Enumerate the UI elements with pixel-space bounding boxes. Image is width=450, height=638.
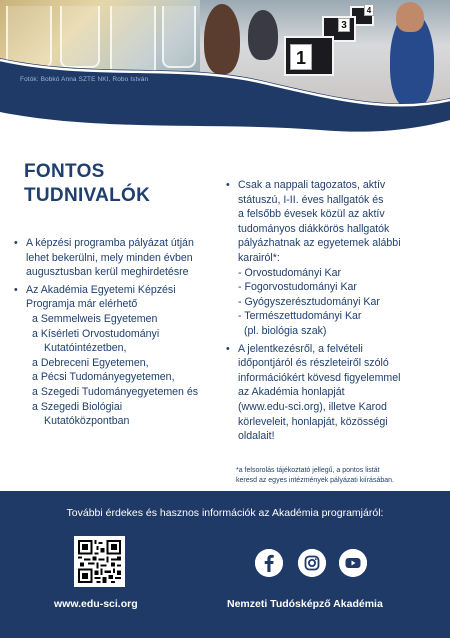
social-links: [255, 549, 371, 579]
text-line: Programja már elérhető: [26, 298, 138, 311]
monitor-number-card: 1: [290, 44, 312, 70]
info-bullet: [14, 283, 219, 429]
faculty-item: - Fogorvostudományi Kar: [238, 281, 357, 294]
institution-item: a Semmelweis Egyetemen: [32, 312, 158, 325]
faculty-item: - Gyógyszerésztudományi Kar: [238, 295, 380, 308]
text-line: augusztusban kerül meghirdetésre: [26, 266, 189, 279]
text-line: információkért kövesd figyelemmel: [238, 371, 401, 384]
page-title: [24, 160, 150, 208]
institution-item: a Szegedi Biológiai: [32, 400, 123, 413]
qr-code-icon[interactable]: [74, 536, 125, 587]
faculty-item: (pl. biológia szak): [244, 324, 327, 337]
text-line: körleveleit, honlapját, közösségi: [238, 415, 388, 428]
footnote-line: *a felsorolás tájékoztató jellegű, a pontos listát: [236, 467, 380, 474]
text-line: oldalait!: [238, 430, 275, 443]
monitor-number-card: 3: [338, 18, 350, 32]
text-line: lehet bekerülni, mely minden évben: [26, 251, 193, 264]
text-line: • A jelentkezésről, a felvételi: [238, 342, 363, 355]
footer-info-text: További érdekes és hasznos információk az Akadémia programjáról:: [66, 507, 384, 519]
faculty-item: - Orvostudományi Kar: [238, 266, 342, 279]
institution-item: Kutatóintézetben,: [44, 342, 127, 355]
text-line: • A képzési programba pályázat útján: [26, 237, 194, 249]
institution-item: a Pécsi Tudományegyetemen,: [32, 371, 175, 384]
footer: [0, 491, 450, 638]
institution-item: Kutatóközpontban: [44, 415, 130, 428]
info-bullet: [226, 178, 438, 339]
info-bullet: [14, 236, 219, 280]
text-line: státuszú, I-II. éves hallgatók és: [238, 193, 384, 206]
institution-item: a Debreceni Egyetemen,: [32, 356, 149, 369]
footnote: [236, 466, 432, 485]
text-line: a felsőbb évesek közül az aktív: [238, 208, 385, 221]
text-line: (www.edu-sci.org), illetve Karod: [238, 400, 387, 413]
title-line: FONTOS: [24, 161, 105, 182]
text-line: • Csak a nappali tagozatos, aktív: [238, 179, 386, 191]
text-line: • Az Akadémia Egyetemi Képzési: [26, 283, 176, 296]
monitor-number-card: 4: [364, 4, 374, 16]
youtube-icon[interactable]: [339, 549, 367, 577]
footnote-line: keresd az egyes intézmények pályázati kiírásában.: [236, 476, 394, 484]
institution-item: a Szegedi Tudományegyetemen és: [32, 385, 199, 398]
instagram-icon[interactable]: [298, 549, 326, 577]
faculty-item: - Természettudományi Kar: [238, 310, 362, 323]
text-line: karairól*:: [238, 251, 280, 264]
header-wave: [0, 0, 450, 140]
text-line: időpontjáról és részleteiről szóló: [238, 357, 389, 370]
website-link[interactable]: www.edu-sci.org: [54, 598, 138, 610]
institution-item: a Kísérleti Orvostudományi: [32, 327, 160, 340]
info-bullet: [226, 342, 438, 444]
organization-name: Nemzeti Tudósképző Akadémia: [227, 598, 383, 610]
header-photo-band: [0, 0, 450, 140]
right-column: [226, 178, 438, 447]
title-line: TUDNIVALÓK: [24, 185, 151, 206]
text-line: az Akadémia honlapját: [238, 386, 345, 399]
text-line: tudományos diákkörös hallgatók: [238, 222, 390, 235]
photo-credit: Fotók: Bobkó Anna SZTE NKI, Robo István: [20, 76, 149, 83]
facebook-icon[interactable]: [255, 549, 283, 577]
left-column: [14, 236, 219, 432]
text-line: pályázhatnak az egyetemek alábbi: [238, 237, 401, 250]
